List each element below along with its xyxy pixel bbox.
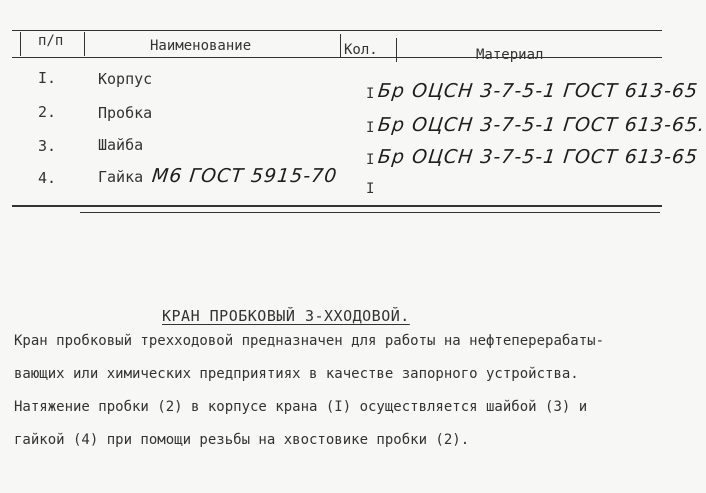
header-qty: Кол. [344, 42, 378, 58]
row-3-name: Шайба [98, 136, 144, 154]
header-material: Материал [476, 47, 544, 63]
row-3-material: Бр ОЦСН 3-7-5-1 ГОСТ 613-65 [376, 146, 700, 168]
row-1-name: Корпус [98, 70, 153, 88]
row-4-name-handwritten: М6 ГОСТ 5915-70 [150, 165, 339, 187]
row-3-qty: I [366, 152, 375, 168]
row-4-qty: I [366, 181, 375, 197]
row-1-num: I. [38, 69, 57, 87]
row-2-qty: I [366, 120, 375, 136]
col-divider-1 [20, 32, 21, 56]
table-bottom-line-2 [80, 212, 660, 213]
col-divider-2 [84, 32, 85, 56]
table-bottom-line [12, 205, 662, 207]
header-name: Наименование [150, 38, 252, 54]
col-divider-4 [396, 38, 397, 62]
table-header-line [12, 57, 662, 58]
description-line-4: гайкой (4) при помощи резьбы на хвостовике пробки (2). [14, 432, 470, 448]
row-2-name: Пробка [98, 104, 153, 122]
description-line-1: Кран пробковый трехходовой предназначен для работы на нефтеперерабаты- [14, 333, 605, 349]
col-divider-3 [340, 34, 341, 58]
row-1-material: Бр ОЦСН 3-7-5-1 ГОСТ 613-65 [376, 80, 700, 102]
row-2-material: Бр ОЦСН 3-7-5-1 ГОСТ 613-65. [376, 114, 706, 136]
description-line-2: вающих или химических предприятиях в качестве запорного устройства. [14, 366, 579, 382]
header-num: п/п [38, 33, 64, 49]
row-4-num: 4. [38, 169, 57, 187]
row-1-qty: I [366, 86, 375, 102]
table-top-line [12, 30, 662, 31]
description-title: КРАН ПРОБКОВЫЙ 3-ХХОДОВОЙ. [162, 307, 410, 325]
row-4-name: Гайка [98, 168, 144, 186]
row-2-num: 2. [38, 103, 57, 121]
row-3-num: 3. [38, 137, 57, 155]
description-line-3: Натяжение пробки (2) в корпусе крана (I) осуществляется шайбой (3) и [14, 399, 588, 415]
